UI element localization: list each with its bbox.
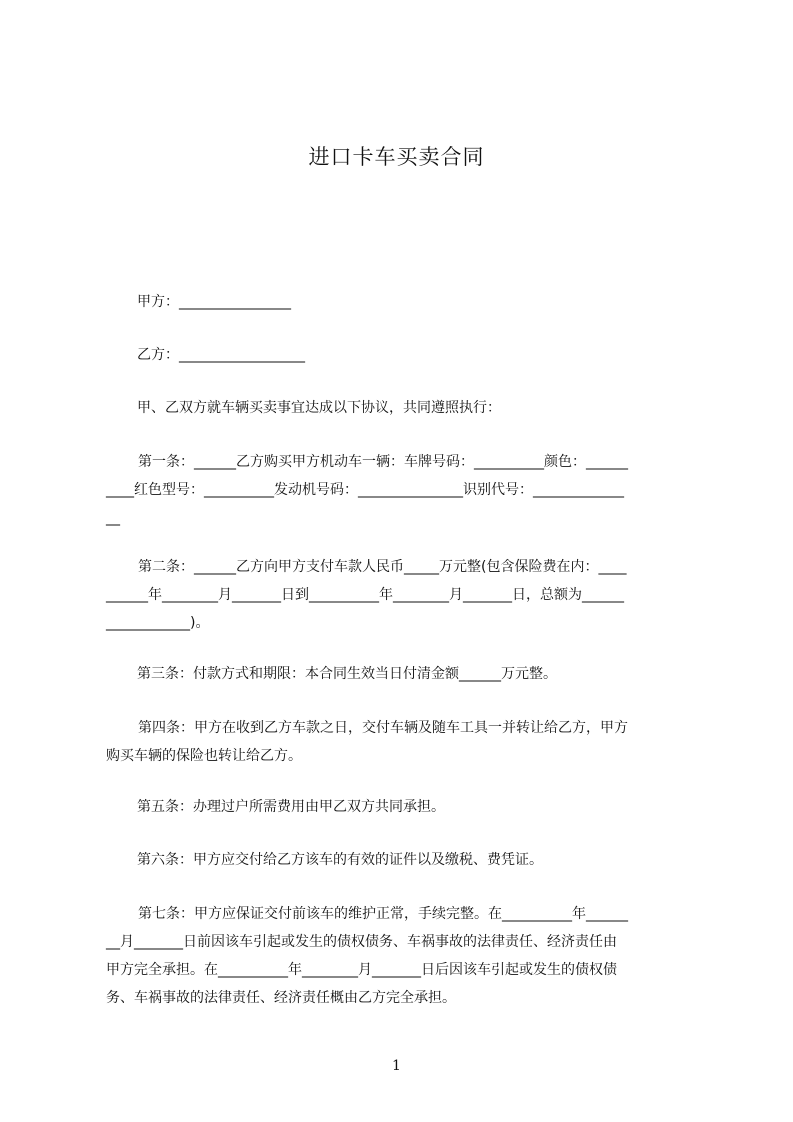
article-7-line-1: 第七条：甲方应保证交付前该车的维护正常，手续完整。在__________年______ <box>138 906 628 922</box>
article-1-line-1: 第一条：______乙方购买甲方机动车一辆：车牌号码：__________颜色：______ <box>138 454 628 470</box>
article-7-line-2: __月_______日前因该车引起或发生的债权债务、车祸事故的法律责任、经济责任由 <box>106 934 617 950</box>
party-b-line: 乙方：__________________ <box>137 347 305 363</box>
article-7-line-3: 甲方完全承担。在__________年________月_______日后因该车引起或发生的债权债 <box>106 962 617 978</box>
article-7-line-4: 务、车祸事故的法律责任、经济责任概由乙方完全承担。 <box>106 990 456 1006</box>
article-1-line-2: ____红色型号：__________发动机号码：_______________识别代号：_____________ <box>106 482 624 498</box>
article-2-line-1: 第二条：______乙方向甲方支付车款人民币_____万元整(包含保险费在内：____ <box>138 559 627 575</box>
article-3-line-1: 第三条：付款方式和期限：本合同生效当日付清金额______万元整。 <box>137 666 557 682</box>
article-2-line-3: ____________)。 <box>106 615 210 631</box>
document-title: 进口卡车买卖合同 <box>308 145 485 169</box>
article-5-line-1: 第五条：办理过户所需费用由甲乙双方共同承担。 <box>137 799 445 815</box>
article-4-line-1: 第四条：甲方在收到乙方车款之日，交付车辆及随车工具一并转让给乙方，甲方 <box>138 720 628 736</box>
article-2-line-2: ______年________月_______日到__________年________月_______日，总额为______ <box>106 587 624 603</box>
page-number: 1 <box>392 1058 401 1074</box>
article-1-line-3: __ <box>106 510 120 526</box>
article-6-line-1: 第六条：甲方应交付给乙方该车的有效的证件以及缴税、费凭证。 <box>137 852 543 868</box>
article-4-line-2: 购买车辆的保险也转让给乙方。 <box>106 748 302 764</box>
party-a-line: 甲方：________________ <box>137 294 291 310</box>
intro-paragraph: 甲、乙双方就车辆买卖事宜达成以下协议，共同遵照执行： <box>137 400 501 416</box>
